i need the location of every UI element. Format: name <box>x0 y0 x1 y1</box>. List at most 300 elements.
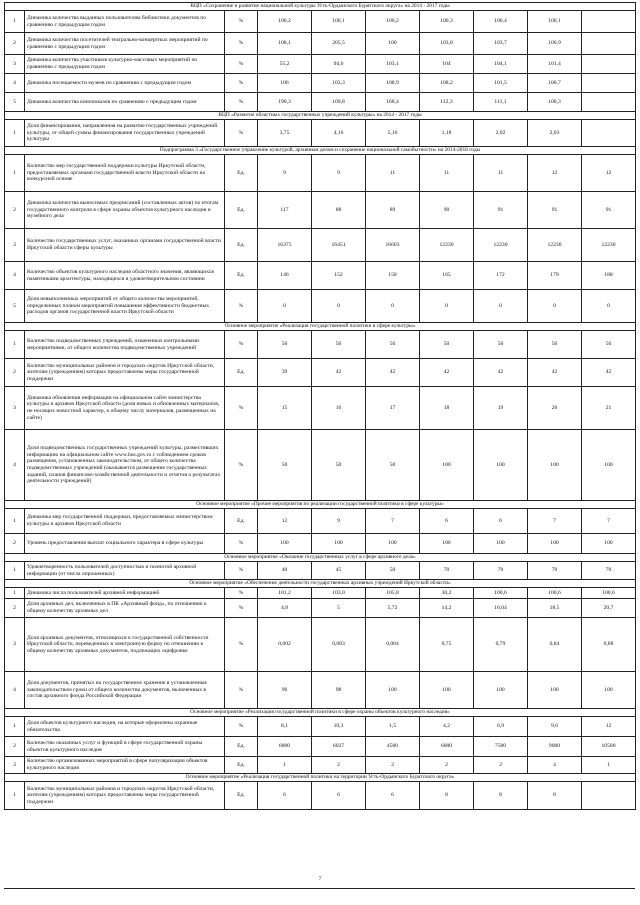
value-cell: 100,1 <box>312 11 366 33</box>
value-cell: 12230 <box>474 229 528 262</box>
document-page <box>4 2 635 810</box>
value-cell: 12 <box>258 509 312 534</box>
value-cell: 20 <box>528 387 582 430</box>
value-cell: 9 <box>312 509 366 534</box>
value-cell: 42 <box>474 359 528 387</box>
value-cell: 12 <box>528 155 582 192</box>
value-cell: 17 <box>366 387 420 430</box>
row-number: 3 <box>5 55 25 74</box>
value-cell: 0 <box>582 290 636 323</box>
value-cell: 0 <box>474 290 528 323</box>
value-cell: 103,1 <box>366 55 420 74</box>
value-cell: 91 <box>528 192 582 229</box>
value-cell: 108,1 <box>258 33 312 55</box>
value-cell: 2 <box>420 757 474 774</box>
table-row <box>5 782 636 810</box>
unit: % <box>225 11 258 33</box>
unit: % <box>225 55 258 74</box>
section-title: ВЦП «Развитие областных государственных учреждений культуры» на 2014 - 2017 годы <box>5 112 636 120</box>
row-number: 2 <box>5 534 25 554</box>
value-cell: 42 <box>528 359 582 387</box>
value-cell: 9000 <box>528 737 582 757</box>
row-number: 2 <box>5 33 25 55</box>
value-cell: 70 <box>528 562 582 580</box>
value-cell: 1 <box>258 757 312 774</box>
value-cell: 8 <box>420 782 474 810</box>
value-cell: 108,9 <box>366 74 420 93</box>
value-cell: 1 <box>582 757 636 774</box>
table-row <box>5 717 636 737</box>
value-cell: 112,3 <box>420 93 474 112</box>
value-cell: 90 <box>420 192 474 229</box>
value-cell: 9 <box>312 155 366 192</box>
value-cell: 100,6 <box>474 588 528 599</box>
unit: % <box>225 599 258 618</box>
value-cell: 11 <box>474 155 528 192</box>
table-row <box>5 74 636 93</box>
table-row <box>5 155 636 192</box>
value-cell: 158 <box>366 262 420 290</box>
value-cell: 101,2 <box>258 588 312 599</box>
table-row <box>5 120 636 147</box>
value-cell: 50 <box>312 331 366 359</box>
value-cell: 104,1 <box>474 55 528 74</box>
value-cell: 6 <box>474 509 528 534</box>
value-cell: 50 <box>312 430 366 501</box>
table-body <box>5 3 636 810</box>
section-header <box>5 501 636 509</box>
value-cell: 0 <box>366 290 420 323</box>
table-row <box>5 290 636 323</box>
value-cell: 30,2 <box>420 588 474 599</box>
value-cell: 100 <box>582 534 636 554</box>
section-title: Основное мероприятие «Обеспечение деятельности государственных архивных учреждений Иркутской области» <box>5 580 636 588</box>
value-cell: 12 <box>582 717 636 737</box>
value-cell: 100,2 <box>258 11 312 33</box>
section-title: Основное мероприятие «Реализация государственной политики в сфере культуры» <box>5 323 636 331</box>
value-cell: 70 <box>420 562 474 580</box>
value-cell: 50 <box>474 331 528 359</box>
table-row <box>5 534 636 554</box>
indicator-name: Количество мер государственной поддержки культуры Иркутской области, предоставляемых органами государственной власти Иркутской области на конкурсной основе <box>25 155 225 192</box>
table-row <box>5 387 636 430</box>
section-header <box>5 774 636 782</box>
unit: % <box>225 290 258 323</box>
indicators-table <box>4 2 636 810</box>
indicator-name: Количество организованных мероприятий в сфере популяризации объектов культурного наследия <box>25 757 225 774</box>
indicator-name: Количество подведомственных учреждений, охваченных контрольными мероприятиями, от общего количества подведомственных учреждений <box>25 331 225 359</box>
value-cell: 42 <box>420 359 474 387</box>
unit: % <box>225 331 258 359</box>
unit: Ед. <box>225 737 258 757</box>
indicator-name: Количество объектов культурного наследия областного значения, являющихся памятниками архитектуры, находящихся в удовлетворительном состоянии <box>25 262 225 290</box>
unit: Ед. <box>225 757 258 774</box>
indicator-name: Количество оказанных услуг и функций в сфере государственной охраны объектов культурного наследия <box>25 737 225 757</box>
value-cell: 0 <box>528 290 582 323</box>
value-cell: 100,6 <box>528 588 582 599</box>
value-cell: 0 <box>258 290 312 323</box>
value-cell: 70 <box>474 562 528 580</box>
value-cell <box>582 120 636 147</box>
table-row <box>5 93 636 112</box>
indicator-name: Удовлетворенность пользователей доступностью и полнотой архивной информации (от числа опрошенных) <box>25 562 225 580</box>
section-header <box>5 323 636 331</box>
value-cell: 50 <box>366 430 420 501</box>
unit: % <box>225 717 258 737</box>
value-cell: 100,6 <box>582 588 636 599</box>
section-header <box>5 147 636 155</box>
unit: % <box>225 120 258 147</box>
value-cell: 7500 <box>474 737 528 757</box>
row-number: 1 <box>5 717 25 737</box>
indicator-name: Доля невыполненных мероприятий от общего количества мероприятий, определенных планом мероприятий повышения эффективности бюджетных расходов органов государственной власти Иркутской области <box>25 290 225 323</box>
value-cell: 100 <box>312 534 366 554</box>
section-header <box>5 112 636 120</box>
table-row <box>5 229 636 262</box>
value-cell: 100 <box>474 534 528 554</box>
value-cell: 6 <box>420 509 474 534</box>
value-cell: 50 <box>420 331 474 359</box>
value-cell: 5,16 <box>366 120 420 147</box>
value-cell: 2,02 <box>474 120 528 147</box>
row-number: 3 <box>5 757 25 774</box>
value-cell: 3,75 <box>258 120 312 147</box>
value-cell: 2 <box>474 757 528 774</box>
value-cell: 100 <box>366 672 420 709</box>
value-cell: 12230 <box>582 229 636 262</box>
value-cell: 18 <box>420 387 474 430</box>
value-cell: 4,2 <box>420 717 474 737</box>
section-header <box>5 3 636 11</box>
value-cell: 1,5 <box>366 717 420 737</box>
unit: % <box>225 562 258 580</box>
value-cell: 39 <box>258 359 312 387</box>
table-row <box>5 672 636 709</box>
row-number: 1 <box>5 155 25 192</box>
row-number: 1 <box>5 120 25 147</box>
value-cell: 165 <box>420 262 474 290</box>
value-cell: 103,0 <box>312 588 366 599</box>
value-cell: 5 <box>312 599 366 618</box>
value-cell: 21 <box>582 387 636 430</box>
value-cell: 0,79 <box>474 618 528 672</box>
value-cell: 55,2 <box>258 55 312 74</box>
value-cell: 42 <box>582 359 636 387</box>
value-cell: 100 <box>582 430 636 501</box>
unit: Ед. <box>225 262 258 290</box>
value-cell <box>582 74 636 93</box>
value-cell: 19 <box>474 387 528 430</box>
row-number: 2 <box>5 599 25 618</box>
value-cell: 1,18 <box>420 120 474 147</box>
value-cell: 16603 <box>366 229 420 262</box>
value-cell: 5,72 <box>366 599 420 618</box>
value-cell: 103,3 <box>312 74 366 93</box>
value-cell: 12230 <box>420 229 474 262</box>
row-number: 1 <box>5 782 25 810</box>
indicator-name: Доля объектов культурного наследия, на которые оформлены охранные обязательства <box>25 717 225 737</box>
indicator-name: Динамика количества выносимых предписаний (составленных актов) по итогам государственного контроля в сфере охраны объектов культурного наследия и музейного дела <box>25 192 225 229</box>
value-cell: 8,1 <box>258 717 312 737</box>
value-cell: 16451 <box>312 229 366 262</box>
row-number: 3 <box>5 229 25 262</box>
indicator-name: Количество муниципальных районов и городских округов Иркутской области, жителям (учреждениям) которых предоставлены меры государственной поддержки <box>25 782 225 810</box>
value-cell: 50 <box>366 562 420 580</box>
value-cell: 6 <box>312 782 366 810</box>
value-cell: 89 <box>366 192 420 229</box>
indicator-name: Количество государственных услуг, оказанных органами государственной власти Иркутской области сферы культуры <box>25 229 225 262</box>
value-cell: 100 <box>366 33 420 55</box>
value-cell: 188 <box>582 262 636 290</box>
value-cell: 70 <box>582 562 636 580</box>
value-cell: 0,75 <box>420 618 474 672</box>
value-cell: 104 <box>420 55 474 74</box>
unit: % <box>225 93 258 112</box>
value-cell: 7 <box>366 509 420 534</box>
value-cell: 205,5 <box>312 33 366 55</box>
value-cell: 4500 <box>366 737 420 757</box>
row-number: 3 <box>5 387 25 430</box>
value-cell: 50 <box>366 331 420 359</box>
row-number: 4 <box>5 430 25 501</box>
value-cell: 18,5 <box>528 599 582 618</box>
row-number: 1 <box>5 588 25 599</box>
value-cell: 117 <box>258 192 312 229</box>
indicator-name: Доля архивных дел, включенных в ПК «Архивный фонд», по отношению к общему количеству архивных дел <box>25 599 225 618</box>
value-cell: 100,2 <box>366 11 420 33</box>
value-cell: 6 <box>258 782 312 810</box>
value-cell: 100 <box>528 672 582 709</box>
section-title: ВЦП «Сохранение и развитие национальной культуры Усть-Ордынского Бурятского округа» на 2014 - 2017 годы <box>5 3 636 11</box>
table-row <box>5 430 636 501</box>
value-cell: 6 <box>366 782 420 810</box>
value-cell <box>582 11 636 33</box>
unit: Ед. <box>225 155 258 192</box>
unit: % <box>225 430 258 501</box>
value-cell: 179 <box>528 262 582 290</box>
value-cell: 0,002 <box>258 618 312 672</box>
value-cell: 50 <box>582 331 636 359</box>
value-cell: 42 <box>312 359 366 387</box>
value-cell: 100,9 <box>528 33 582 55</box>
indicator-name: Динамика мер государственной поддержки, предоставляемых министерством культуры и архивов Иркутской области <box>25 509 225 534</box>
indicator-name: Динамика посещаемости музеев по сравнению с предыдущим годом <box>25 74 225 93</box>
section-header <box>5 580 636 588</box>
value-cell: 103,7 <box>474 33 528 55</box>
table-row <box>5 599 636 618</box>
row-number: 2 <box>5 359 25 387</box>
value-cell: 12 <box>582 155 636 192</box>
row-number: 2 <box>5 192 25 229</box>
table-row <box>5 509 636 534</box>
value-cell: 11 <box>420 155 474 192</box>
value-cell: 100 <box>528 430 582 501</box>
value-cell: 100,3 <box>420 11 474 33</box>
value-cell: 100 <box>582 672 636 709</box>
value-cell: 9 <box>258 155 312 192</box>
row-number: 4 <box>5 74 25 93</box>
value-cell: 100 <box>420 672 474 709</box>
indicator-name: Динамика количества участников культурно-массовых мероприятий по сравнению с предыдущим годом <box>25 55 225 74</box>
table-row <box>5 359 636 387</box>
value-cell <box>582 782 636 810</box>
value-cell: 16,04 <box>474 599 528 618</box>
value-cell: 4,8 <box>258 599 312 618</box>
indicator-name: Доля подведомственных государственных учреждений культуры, разместивших информацию на официальном сайте www.bus.gov.ru с соблюдением сроков размещения, установленных законодательством, от общего количества подведомственных учреждений (оказывается размещение государственных заданий, планов финансово-хозяйственной деятельности и отчетов о результатах деятельности учреждений) <box>25 430 225 501</box>
table-row <box>5 11 636 33</box>
value-cell: 20,7 <box>582 599 636 618</box>
indicator-name: Доля финансирования, направленная на развитие государственных учреждений культуры, от общей суммы финансирования государственных учреждений культуры <box>25 120 225 147</box>
value-cell: 10,3 <box>312 717 366 737</box>
value-cell: 14,2 <box>420 599 474 618</box>
unit: Ед. <box>225 192 258 229</box>
value-cell: 10500 <box>582 737 636 757</box>
value-cell: 96 <box>258 672 312 709</box>
indicator-name: Динамика обновления информации на официальном сайте министерства культуры и архивов Иркутской области (доля новых и обновленных материалов, не носящих новостной характер, к общему числу материалов, размещенных на сайте) <box>25 387 225 430</box>
value-cell: 100 <box>474 672 528 709</box>
value-cell: 2 <box>312 757 366 774</box>
value-cell: 6000 <box>420 737 474 757</box>
row-number: 4 <box>5 672 25 709</box>
page-number: 7 <box>318 876 322 882</box>
value-cell: 6027 <box>312 737 366 757</box>
section-title: Подпрограмма 3 «Государственное управление культурой, архивным делом и сохранение национальной самобытности» на 2014-2018 годы <box>5 147 636 155</box>
value-cell: 108,2 <box>420 74 474 93</box>
value-cell: 0,88 <box>582 618 636 672</box>
unit: Ед. <box>225 509 258 534</box>
value-cell: 0 <box>312 290 366 323</box>
value-cell: 100,4 <box>474 11 528 33</box>
value-cell: 111,1 <box>474 93 528 112</box>
table-row <box>5 262 636 290</box>
unit: % <box>225 387 258 430</box>
value-cell: 4 <box>528 757 582 774</box>
value-cell: 8 <box>528 782 582 810</box>
value-cell <box>582 55 636 74</box>
value-cell: 100,7 <box>528 74 582 93</box>
value-cell: 50 <box>258 331 312 359</box>
value-cell: 190,3 <box>258 93 312 112</box>
section-title: Основное мероприятие «Прочие мероприятия по реализации государственной политики в сфере культуры» <box>5 501 636 509</box>
value-cell: 50 <box>528 331 582 359</box>
footer-rule <box>4 888 635 889</box>
value-cell: 152 <box>312 262 366 290</box>
unit: Ед. <box>225 229 258 262</box>
value-cell: 7 <box>582 509 636 534</box>
section-title: Основное мероприятие «Оказание государственных услуг в сфере архивного дела» <box>5 554 636 562</box>
unit: % <box>225 33 258 55</box>
table-row <box>5 757 636 774</box>
value-cell: 0 <box>420 290 474 323</box>
value-cell: 0,004 <box>366 618 420 672</box>
value-cell: 40 <box>258 562 312 580</box>
row-number: 1 <box>5 562 25 580</box>
row-number: 1 <box>5 509 25 534</box>
table-row <box>5 737 636 757</box>
value-cell: 168,4 <box>366 93 420 112</box>
value-cell: 105,8 <box>366 588 420 599</box>
value-cell: 11 <box>366 155 420 192</box>
value-cell: 100,3 <box>528 93 582 112</box>
row-number: 1 <box>5 331 25 359</box>
value-cell: 100 <box>474 430 528 501</box>
value-cell: 15 <box>258 387 312 430</box>
value-cell: 50 <box>258 430 312 501</box>
value-cell: 2,03 <box>528 120 582 147</box>
unit: % <box>225 588 258 599</box>
value-cell: 101,4 <box>528 55 582 74</box>
table-row <box>5 55 636 74</box>
value-cell: 45 <box>312 562 366 580</box>
indicator-name: Доля документов, принятых на государственное хранение в установленные законодательством сроки от общего количества документов, включенных в состав архивного фонда Российской Федерации <box>25 672 225 709</box>
value-cell: 94,6 <box>312 55 366 74</box>
value-cell: 91 <box>582 192 636 229</box>
row-number: 5 <box>5 93 25 112</box>
unit: Ед. <box>225 359 258 387</box>
value-cell: 146 <box>258 262 312 290</box>
value-cell: 172 <box>474 262 528 290</box>
value-cell: 101,5 <box>474 74 528 93</box>
table-row <box>5 331 636 359</box>
table-row <box>5 562 636 580</box>
value-cell: 88 <box>312 192 366 229</box>
table-row <box>5 192 636 229</box>
value-cell: 7 <box>528 509 582 534</box>
unit: Ед. <box>225 782 258 810</box>
indicator-name: Уровень предоставления выплат социального характера в сфере культуры <box>25 534 225 554</box>
value-cell <box>582 93 636 112</box>
indicator-name: Динамика количества посетителей театрально-концертных мероприятий по сравнению с предыдущим годом <box>25 33 225 55</box>
value-cell: 9,6 <box>528 717 582 737</box>
value-cell: 2 <box>366 757 420 774</box>
section-header <box>5 554 636 562</box>
value-cell: 16375 <box>258 229 312 262</box>
section-title: Основное мероприятие «Реализация государственной политики на территории Усть-Ордынского Бурятского округа» <box>5 774 636 782</box>
section-header <box>5 709 636 717</box>
value-cell: 100 <box>420 534 474 554</box>
value-cell: 6800 <box>258 737 312 757</box>
value-cell: 42 <box>366 359 420 387</box>
indicator-name: Динамика числа пользователей архивной информацией <box>25 588 225 599</box>
indicator-name: Динамика количества кинопоказов по сравнению с предыдущим годом <box>25 93 225 112</box>
row-number: 4 <box>5 262 25 290</box>
indicator-name: Доля архивных документов, относящихся к государственной собственности Иркутской области, переведенных в электронную форму по отношению к общему количеству архивных документов, подлежащих оцифровке <box>25 618 225 672</box>
value-cell: 4,16 <box>312 120 366 147</box>
row-number: 3 <box>5 618 25 672</box>
unit: % <box>225 618 258 672</box>
row-number: 2 <box>5 737 25 757</box>
value-cell: 98 <box>312 672 366 709</box>
indicator-name: Количество муниципальных районов и городских округов Иркутской области, жителям (учреждениям) которых предоставлены меры государственной поддержки <box>25 359 225 387</box>
value-cell: 109,8 <box>312 93 366 112</box>
value-cell <box>582 33 636 55</box>
table-row <box>5 588 636 599</box>
value-cell: 12230 <box>528 229 582 262</box>
row-number: 5 <box>5 290 25 323</box>
value-cell: 100 <box>258 534 312 554</box>
value-cell: 91 <box>474 192 528 229</box>
indicator-name: Динамика количества выданных пользователям библиотеки документов по сравнению с предыдущим годом <box>25 11 225 33</box>
unit: % <box>225 74 258 93</box>
table-row <box>5 33 636 55</box>
value-cell: 100 <box>420 430 474 501</box>
value-cell: 16 <box>312 387 366 430</box>
value-cell: 8 <box>474 782 528 810</box>
value-cell: 0,003 <box>312 618 366 672</box>
unit: % <box>225 534 258 554</box>
unit: % <box>225 672 258 709</box>
value-cell: 103,8 <box>420 33 474 55</box>
